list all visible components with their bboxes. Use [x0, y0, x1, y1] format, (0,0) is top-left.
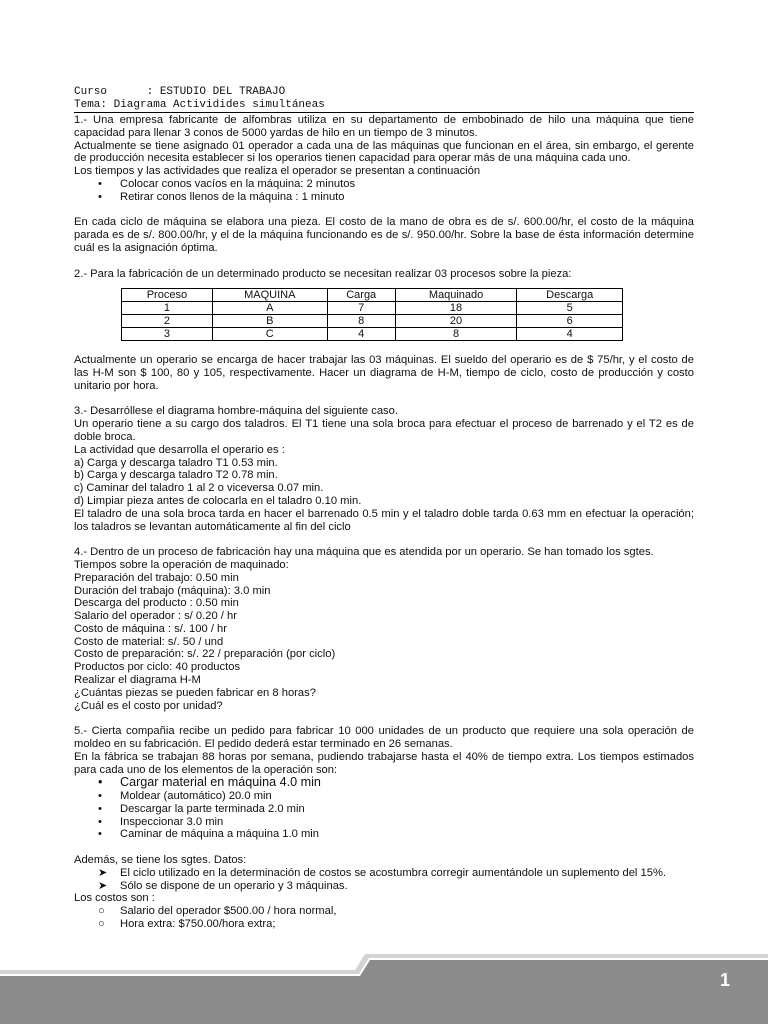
problem-4-line: Duración del trabajo (máquina): 3.0 min: [74, 584, 271, 597]
list-item: ○ Hora extra: $750.00/hora extra;: [98, 917, 276, 930]
problem-4-line: Tiempos sobre la operación de maquinado:: [74, 558, 289, 571]
column-header: MAQUINA: [212, 289, 327, 302]
table-cell: 3: [122, 328, 213, 341]
course-line: Curso : ESTUDIO DEL TRABAJO: [74, 86, 286, 98]
problem-4-intro: 4.- Dentro de un proceso de fabricación hay una máquina que es atendida por un operario. Se han tomado los sgtes.: [74, 546, 654, 559]
bullet-icon: •: [98, 802, 102, 815]
problem-1-costs: En cada ciclo de máquina se elabora una pieza. El costo de la mano de obra es de s/. 600.00/hr, el costo de la máquina parada es de s/. 800.00/hr, y el de la máquina funcionando es de s/. 950.00/hr. Sobre la base de ésta información determine cuál es la asignación óptima.: [74, 216, 694, 254]
document-page: [74, 86, 694, 931]
problem-5-element-list: [74, 776, 694, 841]
table-row: [122, 302, 623, 315]
problem-1-times-intro: Los tiempos y las actividades que realiza el operador se presentan a continuación: [74, 165, 481, 178]
column-header: Descarga: [517, 289, 623, 302]
list-item: ○ Salario del operador $500.00 / hora normal,: [98, 905, 337, 918]
problem-4-line: ¿Cuántas piezas se pueden fabricar en 8 horas?: [74, 686, 316, 699]
problem-4-line: Realizar el diagrama H-M: [74, 674, 201, 687]
list-item: • Cargar material en máquina 4.0 min: [98, 775, 321, 790]
table-cell: 5: [517, 302, 623, 315]
column-header: Proceso: [122, 289, 213, 302]
list-item: • Descargar la parte terminada 2.0 min: [98, 802, 305, 815]
problem-3-line: La actividad que desarrolla el operario es :: [74, 443, 285, 456]
problem-5-costs-intro: Los costos son :: [74, 892, 155, 905]
list-item: • Moldear (automático) 20.0 min: [98, 789, 272, 802]
problem-3-line: c) Caminar del taladro 1 al 2 o viceversa 0.07 min.: [74, 482, 324, 495]
table-cell: B: [212, 315, 327, 328]
table-cell: 8: [395, 328, 517, 341]
table-cell: 8: [327, 315, 395, 328]
problem-4-line: Costo de preparación: s/. 22 / preparación (por ciclo): [74, 648, 336, 661]
table-cell: 7: [327, 302, 395, 315]
problem-4-line: Salario del operador : s/ 0.20 / hr: [74, 610, 237, 623]
footer-band: [0, 950, 768, 1024]
problem-3-line: d) Limpiar pieza antes de colocarla en el taladro 0.10 min.: [74, 494, 362, 507]
topic-line: Tema: Diagrama Actividides simultáneas: [74, 99, 694, 113]
problem-4-line: Costo de material: s/. 50 / und: [74, 635, 224, 648]
bullet-icon: •: [98, 775, 103, 790]
problem-5-body: En la fábrica se trabajan 88 horas por semana, pudiendo trabajarse hasta el 40% de tiempo extra. Los tiempos estimados para cada uno de los elementos de la operación son:: [74, 750, 694, 776]
problem-3-line: b) Carga y descarga taladro T2 0.78 min.: [74, 469, 278, 482]
bullet-icon: •: [98, 815, 102, 828]
bullet-icon: •: [98, 828, 102, 841]
list-item: • Colocar conos vacíos en la máquina: 2 minutos: [98, 177, 356, 190]
table-cell: 18: [395, 302, 517, 315]
list-item: ➤ El ciclo utilizado en la determinación de costos se acostumbra corregir aumentándole un suplemento del 15%.: [98, 866, 667, 879]
list-item: • Inspeccionar 3.0 min: [98, 815, 224, 828]
table-cell: 4: [327, 328, 395, 341]
problem-1-body: Actualmente se tiene asignado 01 operador a cada una de las máquinas que funcionan en el área, sin embargo, el gerente de producción necesita establecer si los operarios tienen capacidad para operar más de una máquina cada uno.: [74, 139, 694, 165]
list-item: ➤ Sólo se dispone de un operario y 3 máquinas.: [98, 879, 348, 892]
table-cell: 6: [517, 315, 623, 328]
column-header: Maquinado: [395, 289, 517, 302]
problem-5-data-intro: Además, se tiene los sgtes. Datos:: [74, 853, 247, 866]
process-table: [121, 288, 623, 341]
bullet-icon: •: [98, 190, 102, 203]
problem-4-line: Costo de máquina : s/. 100 / hr: [74, 622, 227, 635]
bullet-icon: •: [98, 177, 102, 190]
table-cell: 20: [395, 315, 517, 328]
column-header: Carga: [327, 289, 395, 302]
problem-1-intro: 1.- Una empresa fabricante de alfombras utiliza en su departamento de embobinado de hilo una máquina que tiene capacidad para llenar 3 conos de 5000 yardas de hilo en un tiempo de 3 minutos.: [74, 114, 694, 139]
arrow-right-icon: ➤: [98, 879, 108, 892]
table-row: [122, 328, 623, 341]
document-header: [74, 86, 694, 113]
hollow-circle-icon: ○: [98, 917, 105, 930]
bullet-icon: •: [98, 789, 102, 802]
problem-2-body: Actualmente un operario se encarga de hacer trabajar las 03 máquinas. El sueldo del operario es de $ 75/hr, y el costo de las H-M son $ 100, 80 y 105, respectivamente. Hacer un diagrama de H-M, tiempo de ciclo, costo de producción y costo unitario por hora.: [74, 354, 694, 392]
arrow-right-icon: ➤: [98, 866, 108, 879]
table-cell: 2: [122, 315, 213, 328]
table-row: [122, 315, 623, 328]
problem-5-intro: 5.- Cierta compañia recibe un pedido para fabricar 10 000 unidades de un producto que requiere una sola operación de moldeo en su fabricación. El pedido dederá estar terminado en 26 semanas.: [74, 725, 694, 751]
table-cell: C: [212, 328, 327, 341]
problem-3-closing: El taladro de una sola broca tarda en hacer el barrenado 0.5 min y el taladro doble tarda 0.63 mm en efectuar la operación; los taladros se levantan automáticamente al fin del ciclo: [74, 507, 694, 533]
problem-4-line: Preparación del trabajo: 0.50 min: [74, 571, 239, 584]
list-item: • Caminar de máquina a máquina 1.0 min: [98, 828, 319, 841]
list-item: • Retirar conos llenos de la máquina : 1 minuto: [98, 190, 345, 203]
problem-4-line: ¿Cuál es el costo por unidad?: [74, 699, 223, 712]
hollow-circle-icon: ○: [98, 905, 105, 918]
problem-3-body: Un operario tiene a su cargo dos taladros. El T1 tiene una sola broca para efectuar el proceso de barrenado y el T2 es de doble broca.: [74, 418, 694, 443]
problem-4-line: Descarga del producto : 0.50 min: [74, 597, 239, 610]
table-cell: A: [212, 302, 327, 315]
problem-2-intro: 2.- Para la fabricación de un determinado producto se necesitan realizar 03 procesos sobre la pieza:: [74, 267, 572, 280]
page-number: 1: [719, 970, 730, 990]
problem-3-intro: 3.- Desarróllese el diagrama hombre-máquina del siguiente caso.: [74, 405, 398, 418]
problem-5-cost-list: [74, 905, 694, 931]
problem-5-data-list: [74, 867, 694, 893]
footer-dark-panel: [0, 960, 768, 1024]
problem-4-line: Productos por ciclo: 40 productos: [74, 661, 241, 674]
table-cell: 1: [122, 302, 213, 315]
problem-3-line: a) Carga y descarga taladro T1 0.53 min.: [74, 456, 278, 469]
problem-1-activity-list: [74, 178, 694, 204]
table-cell: 4: [517, 328, 623, 341]
table-header-row: [122, 289, 623, 302]
